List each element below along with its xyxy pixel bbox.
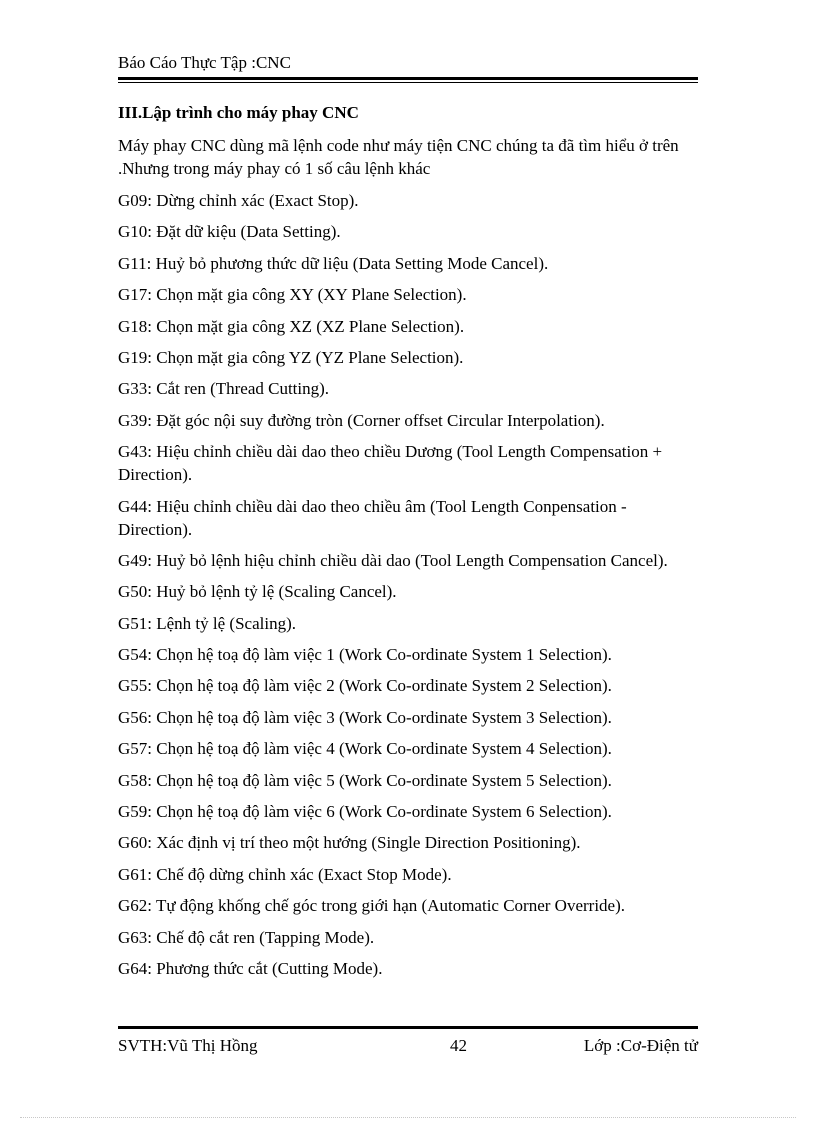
page-content <box>118 102 698 988</box>
footer-student: SVTH:Vũ Thị Hồng <box>118 1036 258 1055</box>
command-item: G63: Chế độ cắt ren (Tapping Mode). <box>118 927 375 947</box>
command-item: G10: Đặt dữ kiệu (Data Setting). <box>118 222 341 242</box>
command-item: G51: Lệnh tỷ lệ (Scaling). <box>118 613 296 633</box>
command-item: G55: Chọn hệ toạ độ làm việc 2 (Work Co-ordinate System 2 Selection). <box>118 676 612 696</box>
command-item: G60: Xác định vị trí theo một hướng (Single Direction Positioning). <box>118 833 581 853</box>
page-header <box>118 52 698 74</box>
command-item: G64: Phương thức cắt (Cutting Mode). <box>118 958 383 978</box>
command-item: G59: Chọn hệ toạ độ làm việc 6 (Work Co-ordinate System 6 Selection). <box>118 802 612 822</box>
command-item: G18: Chọn mặt gia công XZ (XZ Plane Selection). <box>118 316 465 336</box>
section-title: III.Lập trình cho máy phay CNC <box>118 103 359 122</box>
command-item: G57: Chọn hệ toạ độ làm việc 4 (Work Co-ordinate System 4 Selection). <box>118 739 612 759</box>
command-item: G39: Đặt góc nội suy đường tròn (Corner offset Circular Interpolation). <box>118 410 605 430</box>
header-rule-thick <box>118 77 698 80</box>
command-item: G44: Hiệu chỉnh chiều dài dao theo chiều âm (Tool Length Conpensation - Direction). <box>118 496 627 539</box>
command-item: G43: Hiệu chỉnh chiều dài dao theo chiều Dương (Tool Length Compensation + Direction). <box>118 442 663 485</box>
command-item: G61: Chế độ dừng chỉnh xác (Exact Stop Mode). <box>118 864 452 884</box>
page-footer <box>118 1035 698 1057</box>
command-item: G50: Huỷ bỏ lệnh tỷ lệ (Scaling Cancel). <box>118 582 397 602</box>
command-item: G33: Cắt ren (Thread Cutting). <box>118 379 330 399</box>
header-rule-thin <box>118 82 698 83</box>
command-item: G09: Dừng chỉnh xác (Exact Stop). <box>118 191 359 210</box>
command-item: G17: Chọn mặt gia công XY (XY Plane Selection). <box>118 285 467 305</box>
page-bottom-border <box>20 1117 796 1118</box>
footer-rule <box>118 1026 698 1029</box>
command-item: G11: Huỷ bỏ phương thức dữ liệu (Data Setting Mode Cancel). <box>118 253 549 273</box>
command-item: G19: Chọn mặt gia công YZ (YZ Plane Selection). <box>118 347 464 367</box>
command-list <box>118 189 698 980</box>
footer-page-number: 42 <box>450 1036 467 1055</box>
command-item: G58: Chọn hệ toạ độ làm việc 5 (Work Co-ordinate System 5 Selection). <box>118 770 612 790</box>
command-item: G54: Chọn hệ toạ độ làm việc 1 (Work Co-ordinate System 1 Selection). <box>118 645 612 665</box>
header-title: Báo Cáo Thực Tập :CNC <box>118 53 291 72</box>
section-intro: Máy phay CNC dùng mã lệnh code như máy tiện CNC chúng ta đã tìm hiểu ở trên .Nhưng trong máy phay có 1 số câu lệnh khác <box>118 136 679 178</box>
command-item: G49: Huỷ bỏ lệnh hiệu chỉnh chiều dài dao (Tool Length Compensation Cancel). <box>118 550 668 570</box>
footer-class: Lớp :Cơ-Điện tử <box>583 1036 698 1055</box>
command-item: G56: Chọn hệ toạ độ làm việc 3 (Work Co-ordinate System 3 Selection). <box>118 707 612 727</box>
command-item: G62: Tự động khống chế góc trong giới hạn (Automatic Corner Override). <box>118 896 625 916</box>
